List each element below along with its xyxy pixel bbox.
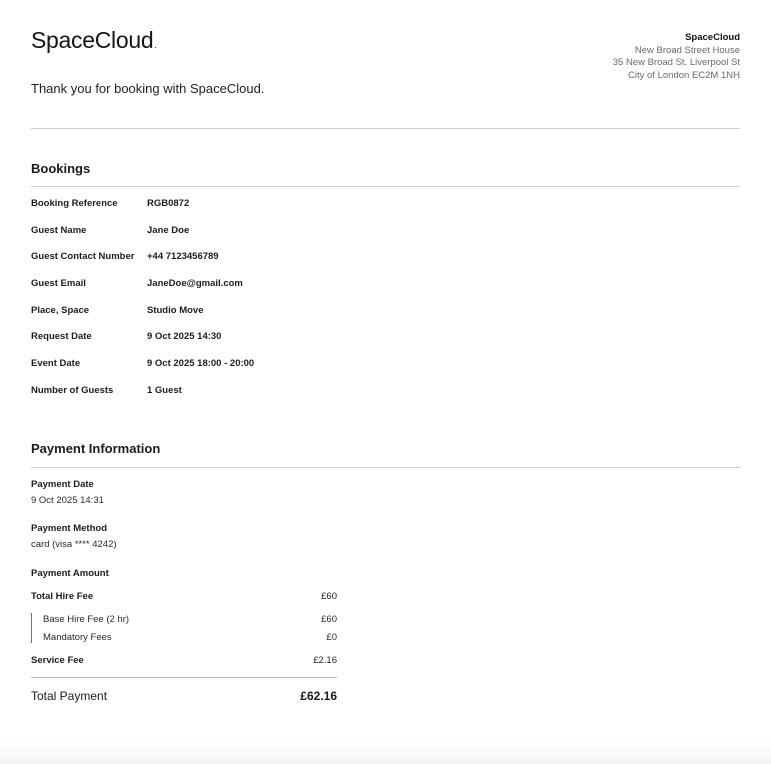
payment-date-block xyxy=(31,479,104,506)
booking-row-value: 1 Guest xyxy=(147,384,182,396)
booking-row-value: 9 Oct 2025 18:00 - 20:00 xyxy=(147,358,255,370)
booking-row-label: Guest Name xyxy=(31,224,87,236)
booking-row-value: Studio Move xyxy=(147,304,204,316)
total-payment-value: £62.16 xyxy=(300,689,337,703)
payment-method-value: card (visa **** 4242) xyxy=(31,539,117,550)
fee-breakdown xyxy=(31,591,337,711)
address-company: SpaceCloud xyxy=(685,32,740,43)
address-line-1: New Broad Street House xyxy=(634,44,740,56)
payment-date-value: 9 Oct 2025 14:31 xyxy=(31,495,104,506)
payment-amount-block xyxy=(31,568,109,579)
total-hire-fee-row xyxy=(31,591,337,602)
spacecloud-logo xyxy=(31,27,157,54)
payment-divider xyxy=(31,467,740,468)
logo-text: SpaceCloud xyxy=(31,27,154,53)
booking-row-event-date xyxy=(31,358,254,385)
total-hire-fee-value: £60 xyxy=(321,591,337,602)
booking-row-email xyxy=(31,278,254,305)
service-fee-value: £2.16 xyxy=(313,655,337,666)
logo-mark: . xyxy=(154,40,157,50)
address-line-3: City of London EC2M 1NH xyxy=(628,69,740,81)
booking-row-contact-number xyxy=(31,251,254,278)
total-divider xyxy=(31,677,337,678)
mandatory-fees-value: £0 xyxy=(326,632,337,643)
booking-row-label: Place, Space xyxy=(31,304,90,316)
mandatory-fees-row xyxy=(43,632,337,643)
receipt-header xyxy=(31,0,740,129)
booking-row-value: Jane Doe xyxy=(147,224,190,236)
payment-date-label: Payment Date xyxy=(31,479,94,490)
booking-row-label: Guest Contact Number xyxy=(31,251,135,263)
booking-row-value: JaneDoe@gmail.com xyxy=(147,278,243,290)
company-address xyxy=(613,32,740,82)
booking-row-value: +44 7123456789 xyxy=(147,251,219,263)
total-payment-row xyxy=(31,689,337,703)
booking-row-label: Guest Email xyxy=(31,278,86,290)
bookings-table xyxy=(31,198,254,412)
mandatory-fees-label: Mandatory Fees xyxy=(43,632,112,643)
base-hire-fee-label: Base Hire Fee (2 hr) xyxy=(43,614,130,625)
booking-row-number-of-guests xyxy=(31,385,254,412)
booking-row-value: RGB0872 xyxy=(147,198,190,209)
bookings-divider xyxy=(31,186,740,187)
booking-row-label: Booking Reference xyxy=(31,198,118,209)
total-hire-fee-label: Total Hire Fee xyxy=(31,591,94,602)
page-bottom-edge xyxy=(0,740,771,764)
booking-row-guest-name xyxy=(31,225,254,252)
payment-method-block xyxy=(31,523,117,550)
payment-information-title: Payment Information xyxy=(31,441,161,456)
sub-fees-bar xyxy=(31,613,32,643)
booking-row-label: Number of Guests xyxy=(31,384,114,396)
thanks-message: Thank you for booking with SpaceCloud. xyxy=(31,81,265,96)
booking-row-label: Request Date xyxy=(31,331,92,343)
booking-row-value: 9 Oct 2025 14:30 xyxy=(147,331,222,343)
address-line-2: 35 New Broad St. Liverpool St xyxy=(612,57,740,68)
base-hire-fee-row xyxy=(43,614,337,625)
service-fee-label: Service Fee xyxy=(31,655,84,666)
payment-amount-label: Payment Amount xyxy=(31,568,109,579)
payment-method-label: Payment Method xyxy=(31,523,108,534)
base-hire-fee-value: £60 xyxy=(321,614,337,625)
total-payment-label: Total Payment xyxy=(31,689,108,703)
booking-row-request-date xyxy=(31,331,254,358)
bookings-title: Bookings xyxy=(31,161,91,176)
booking-row-place-space xyxy=(31,305,254,332)
booking-row-reference xyxy=(31,198,254,225)
booking-row-label: Event Date xyxy=(31,358,81,370)
service-fee-row xyxy=(31,655,337,666)
